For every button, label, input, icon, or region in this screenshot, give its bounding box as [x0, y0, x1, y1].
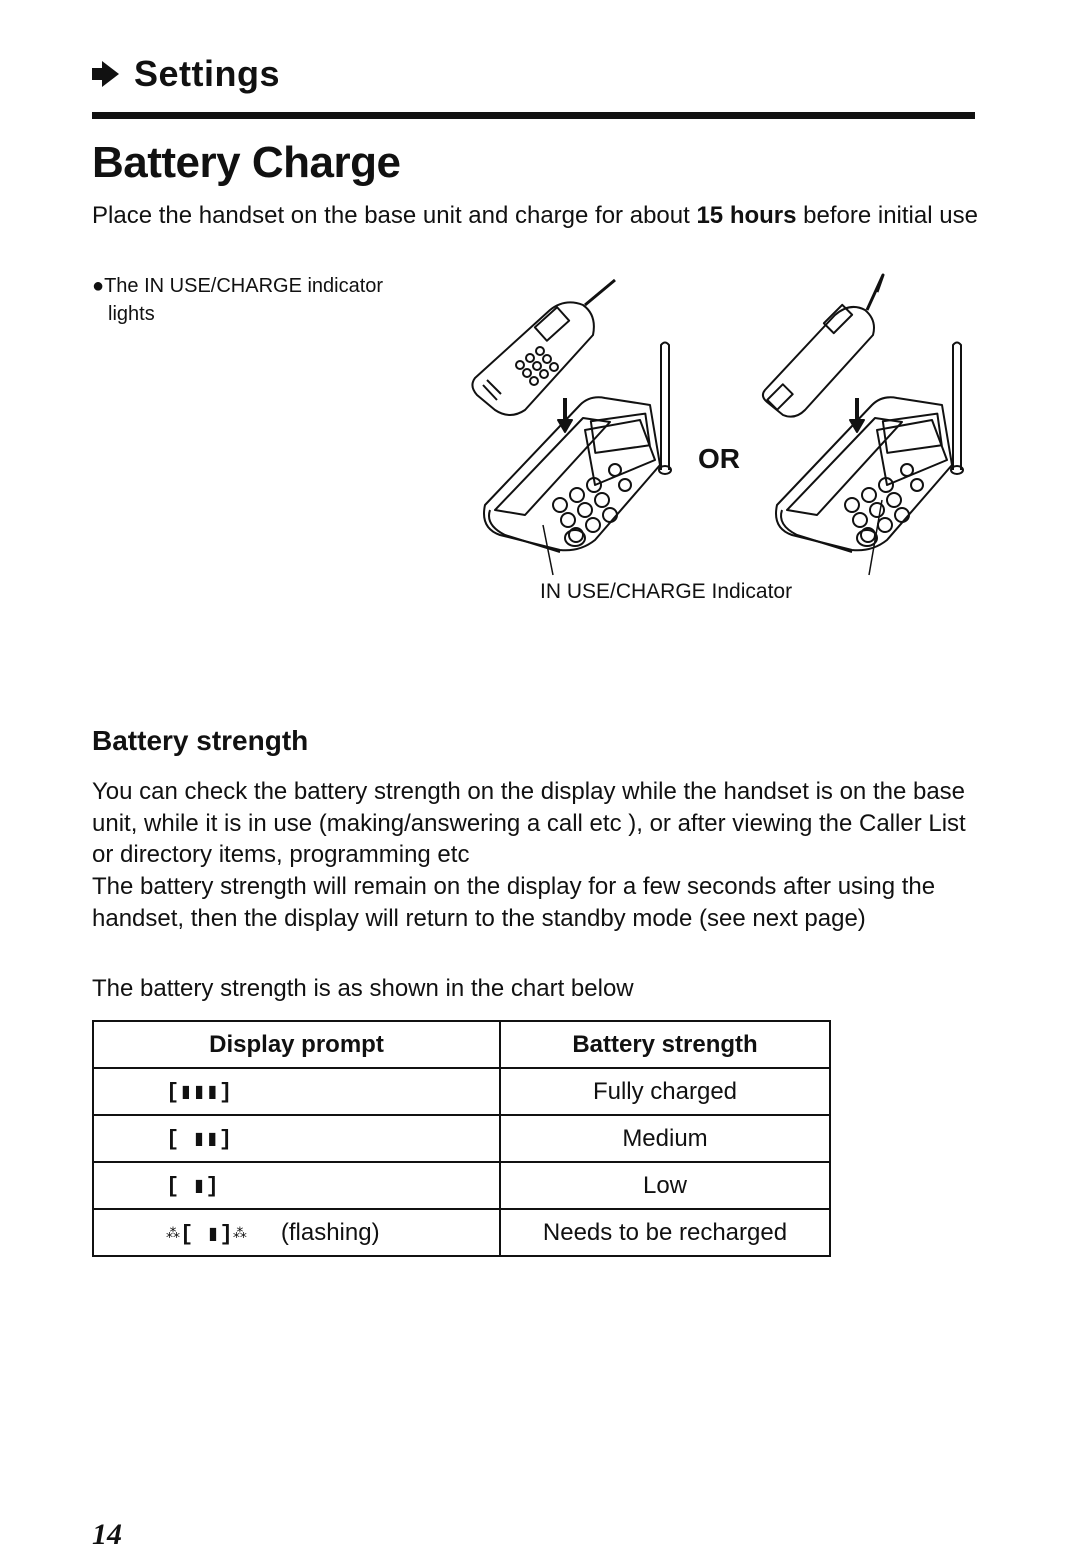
- indicator-note: [92, 272, 462, 328]
- flashing-note: (flashing): [280, 1218, 380, 1246]
- handset-icon: [472, 280, 615, 415]
- intro-paragraph: [92, 200, 982, 231]
- intro-bold-duration: 15 hours: [696, 202, 797, 229]
- battery-strength-cell: Medium: [500, 1115, 830, 1162]
- header-display-prompt: Display prompt: [93, 1021, 500, 1068]
- intro-text-after: before initial use: [796, 202, 978, 229]
- table-row: [93, 1162, 830, 1209]
- display-prompt-cell: [▮▮▮]: [93, 1068, 500, 1115]
- battery-strength-table: [92, 1020, 831, 1257]
- section-header: [92, 52, 280, 96]
- table-row: [93, 1115, 830, 1162]
- illustration-caption: IN USE/CHARGE Indicator: [540, 580, 793, 603]
- table-row: [93, 1209, 830, 1256]
- battery-strength-cell: Low: [500, 1162, 830, 1209]
- antenna-icon: [659, 343, 671, 475]
- battery-paragraph-3: The battery strength is as shown in the chart below: [92, 975, 634, 1002]
- right-arrow-icon: [92, 59, 120, 89]
- flash-left-icon: ⁂: [166, 1226, 180, 1243]
- battery-paragraph-1: You can check the battery strength on the display while the handset is on the base unit, while it is in use (making/answering a call etc ), or after viewing the Caller List or directory items, programming etc: [92, 778, 966, 868]
- display-prompt-cell: [ ▮]: [93, 1162, 500, 1209]
- or-label: OR: [698, 443, 740, 474]
- indicator-note-line1: ●The IN USE/CHARGE indicator: [92, 275, 384, 297]
- table-header-row: [93, 1021, 830, 1068]
- flash-right-icon: ⁂: [232, 1226, 247, 1243]
- intro-text-before: Place the handset on the base unit and charge for about: [92, 202, 697, 229]
- section-label: Settings: [134, 53, 281, 94]
- display-prompt-cell: [93, 1209, 500, 1256]
- header-rule: [92, 112, 975, 119]
- display-prompt-cell: [ ▮▮]: [93, 1115, 500, 1162]
- table-row: [93, 1068, 830, 1115]
- battery-paragraph-2: The battery strength will remain on the display for a few seconds after using the handset, then the display will return to the standby mode (see next page): [92, 873, 936, 932]
- page-number: 14: [92, 1518, 122, 1551]
- charging-illustration: [465, 270, 985, 610]
- battery-strength-heading: Battery strength: [92, 725, 309, 756]
- battery-strength-cell: Fully charged: [500, 1068, 830, 1115]
- header-battery-strength: Battery strength: [500, 1021, 830, 1068]
- page-title: Battery Charge: [92, 138, 401, 187]
- flashing-prompt: [ ▮]: [180, 1221, 233, 1247]
- battery-strength-cell: Needs to be recharged: [500, 1209, 830, 1256]
- indicator-note-line2: lights: [108, 303, 155, 325]
